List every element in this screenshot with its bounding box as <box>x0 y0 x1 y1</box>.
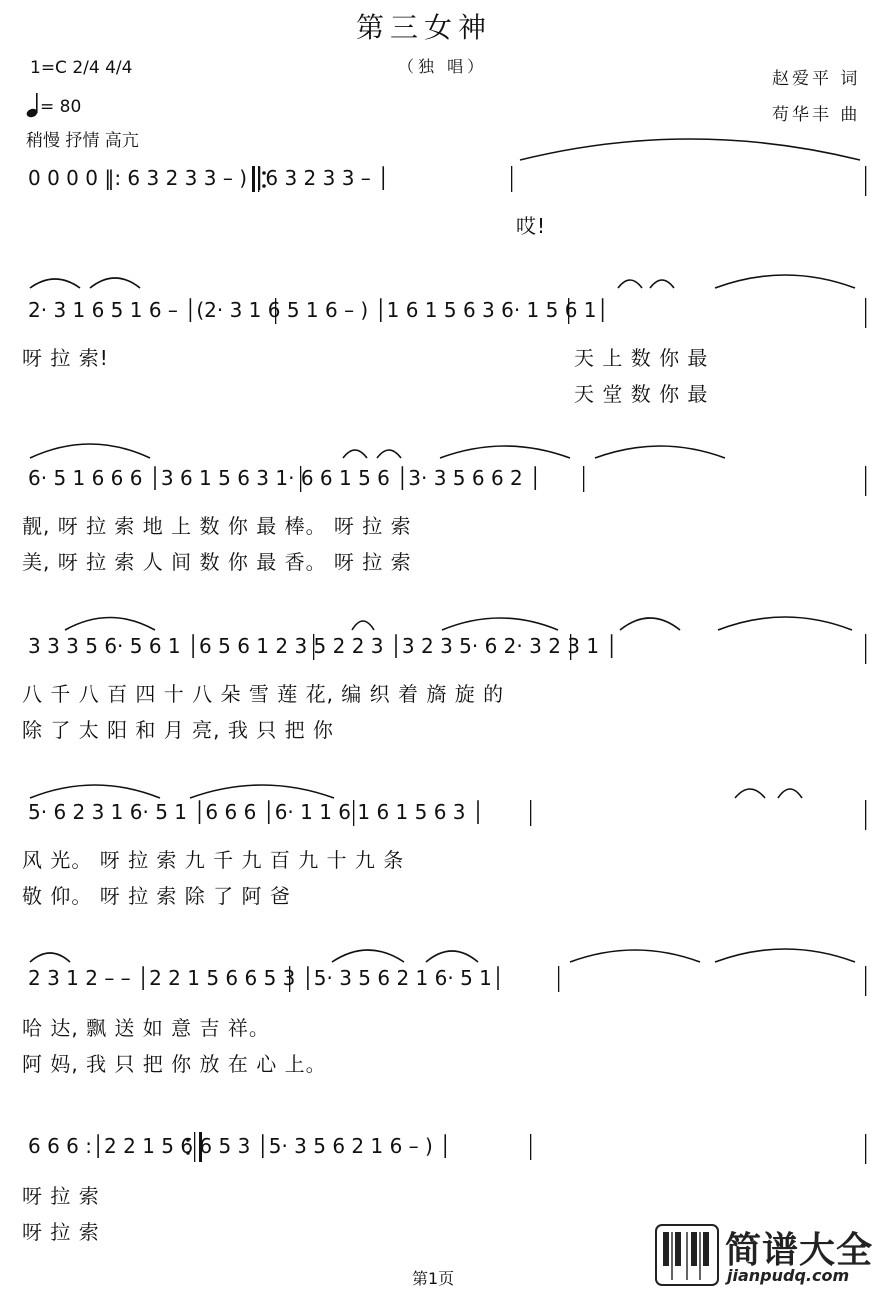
lyricist: 赵爱平 词 <box>772 69 861 89</box>
slur <box>30 444 150 458</box>
slur <box>30 953 70 962</box>
lyrics-row-3b: 美, 呀 拉 索 人 间 数 你 最 香。 呀 拉 索 <box>22 550 412 574</box>
piano-logo-icon <box>655 1222 721 1288</box>
lyrics-row-5b: 敬 仰。 呀 拉 索 除 了 阿 爸 <box>22 884 291 908</box>
slur <box>190 785 334 798</box>
slur <box>570 950 700 962</box>
notation-row-1: 0 0 0 0 ‖: 6 3 2 3 3 – ) │6 3 2 3 3 – │ <box>28 166 390 190</box>
slur <box>332 950 404 962</box>
slur <box>30 785 160 798</box>
subtitle: （独 唱） <box>398 57 488 76</box>
notation-row-5: 5· 6 2 3 1 6· 5 1 │6 6 6 │6· 1 1 6 1 6 1 5 6 3 │ <box>28 800 484 824</box>
notation-row-2: 2· 3 1 6 5 1 6 – │(2· 3 1 6 5 1 6 – ) │1 6 1 5 6 3 6· 1 5 6 1│ <box>28 298 609 322</box>
lyrics-row-3a: 靓, 呀 拉 索 地 上 数 你 最 棒。 呀 拉 索 <box>22 514 412 538</box>
lyrics-row-2c: 天 堂 数 你 最 <box>574 382 709 406</box>
notation-row-3: 6· 5 1 6 6 6 │3 6 1 5 6 3 1· 6 6 1 5 6 │3· 3 5 6 6 2 │ <box>28 466 542 490</box>
lyrics-row-2a: 呀 拉 索! <box>22 346 109 370</box>
lyrics-row-6a: 哈 达, 飘 送 如 意 吉 祥。 <box>22 1016 270 1040</box>
composer: 苟华丰 曲 <box>772 105 861 125</box>
slur <box>426 951 478 962</box>
lyrics-row-4b: 除 了 太 阳 和 月 亮, 我 只 把 你 <box>22 718 334 742</box>
slur <box>65 618 155 631</box>
site-logo <box>655 1222 877 1288</box>
lyrics-row-7a: 呀 拉 索 <box>22 1184 100 1208</box>
slur <box>650 280 674 288</box>
slur <box>440 446 570 458</box>
expression: 稍慢 抒情 高亢 <box>26 131 139 151</box>
slur <box>377 450 401 458</box>
slur <box>778 789 802 798</box>
slur <box>715 275 855 288</box>
lyrics-row-2b: 天 上 数 你 最 <box>574 346 709 370</box>
notation-row-4: 3 3 3 5 6· 5 6 1 │6 5 6 1 2 3 5 2 2 3 │3 2 3 5· 6 2· 3 2 3 1 │ <box>28 634 618 658</box>
lyrics-row-6b: 阿 妈, 我 只 把 你 放 在 心 上。 <box>22 1052 327 1076</box>
logo-text: 简谱大全 <box>725 1230 874 1271</box>
slur <box>595 446 725 458</box>
notation-row-7: 6 6 6 :│2 2 1 5 6 6 5 3 │5· 3 5 6 2 1 6 – ) │ <box>28 1134 452 1158</box>
lyrics-row-1: 哎! <box>516 214 547 238</box>
slur <box>442 618 558 630</box>
slur <box>90 278 140 288</box>
page-number: 第1页 <box>412 1269 455 1288</box>
lyrics-row-4a: 八 千 八 百 四 十 八 朵 雪 莲 花, 编 织 着 旖 旋 的 <box>22 682 505 706</box>
logo-url: jianpudq.com <box>727 1266 850 1285</box>
slur <box>620 618 680 630</box>
notation-row-6: 2 3 1 2 – – │2 2 1 5 6 6 5 3 │5· 3 5 6 2 1 6· 5 1│ <box>28 966 504 990</box>
slur <box>735 789 765 798</box>
slur <box>520 139 860 160</box>
slur <box>618 280 642 288</box>
slur <box>352 621 374 630</box>
lyrics-row-5a: 风 光。 呀 拉 索 九 千 九 百 九 十 九 条 <box>22 848 405 872</box>
tempo-value: = 80 <box>40 97 82 117</box>
key-meter: 1=C 2/4 4/4 <box>30 58 133 78</box>
page-title: 第三女神 <box>356 11 493 44</box>
slur <box>343 450 367 458</box>
slur <box>715 949 855 962</box>
lyrics-row-7b: 呀 拉 索 <box>22 1220 100 1244</box>
slur <box>30 279 80 288</box>
slur <box>718 617 852 630</box>
